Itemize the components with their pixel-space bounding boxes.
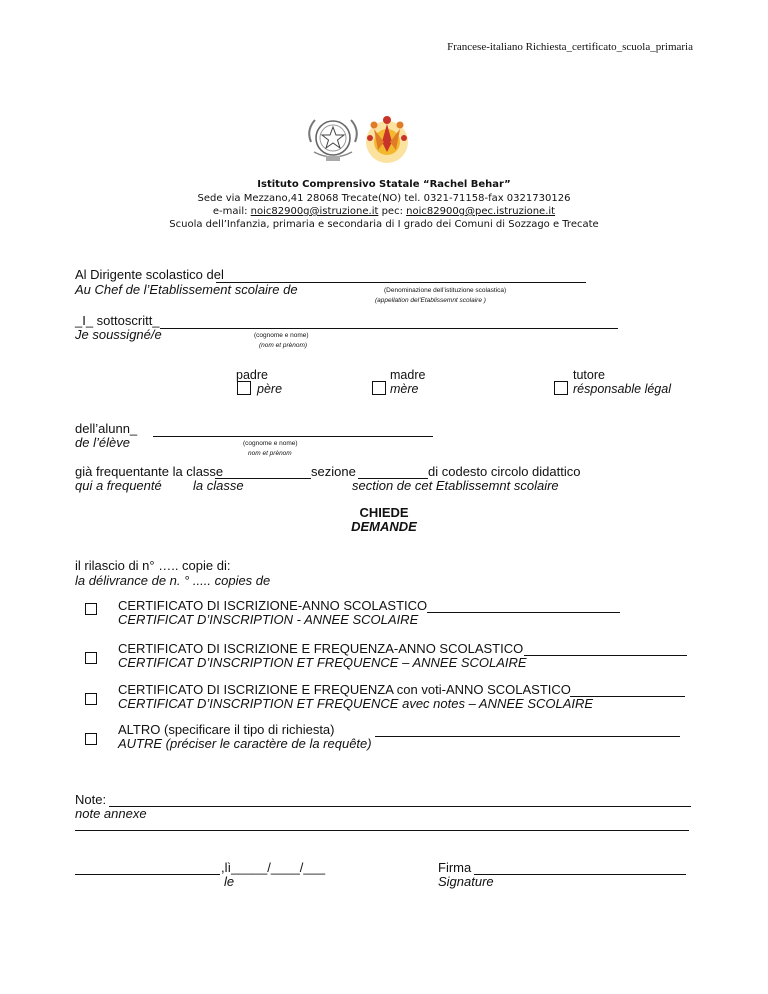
tutore-checkbox[interactable] [554, 381, 568, 395]
option-1-label-it [118, 598, 427, 613]
student-note-it: (cognome e nome) [243, 440, 298, 447]
notes-field-1[interactable] [109, 806, 691, 807]
option-2-field[interactable] [524, 655, 687, 656]
undersigned-field[interactable] [160, 328, 618, 329]
option-3-label-it: CERTIFICATO DI ISCRIZIONE E FREQUENZA con voti-ANNO SCOLASTICO [118, 682, 571, 697]
request-title-fr: DEMANDE [351, 519, 417, 534]
option-2-checkbox[interactable] [85, 652, 97, 664]
class-label-fr-2: la classe [193, 478, 244, 493]
student-field[interactable] [153, 436, 433, 437]
circle-label-it: di codesto circolo didattico [428, 464, 581, 479]
emblem-icon [302, 112, 364, 164]
option-4-label-fr: AUTRE (préciser le caractère de la requête) [118, 736, 372, 751]
email-prefix: e-mail: [212, 206, 251, 217]
school-logo-icon [362, 112, 412, 166]
pec-link[interactable]: noic82900g@pec.istruzione.it [406, 206, 556, 217]
option-4-checkbox[interactable] [85, 733, 97, 745]
padre-label-fr: père [257, 382, 283, 396]
recipient-label-fr: Au Chef de l’Etablissement scolaire de [75, 282, 298, 297]
student-label-fr: de l’élève [75, 435, 130, 450]
place-date-label-fr: le [224, 874, 235, 889]
option-2-label-fr: CERTIFICAT D’INSCRIPTION ET FREQUENCE – ANNEE SCOLAIRE [118, 655, 527, 670]
class-label-it: già frequentante la classe [75, 464, 224, 479]
undersigned-label-fr: Je soussigné/e [75, 327, 162, 342]
request-title-it: CHIEDE [359, 505, 409, 520]
section-label-it: sezione [311, 464, 356, 479]
option-3-label-fr: CERTIFICAT D’INSCRIPTION ET FREQUENCE avec notes – ANNEE SCOLAIRE [118, 696, 594, 711]
option-4-label-it: ALTRO (specificare il tipo di richiesta) [118, 722, 335, 737]
recipient-label-it: Al Dirigente scolastico del [75, 267, 224, 282]
notes-label-it: Note: [75, 792, 107, 807]
madre-label-fr: mère [390, 382, 419, 396]
option-3-checkbox[interactable] [85, 693, 97, 705]
undersigned-note-it: (cognome e nome) [254, 332, 309, 339]
undersigned-note-fr: (nom et prènom) [259, 342, 308, 349]
copies-label-it: il rilascio di n° ….. copie di: [75, 558, 231, 573]
class-label-fr-3: section de cet Etablissemnt scolaire [352, 478, 559, 493]
place-date-label: ,lì_____/____/___ [221, 860, 326, 875]
madre-label-it: madre [390, 368, 426, 382]
madre-checkbox[interactable] [372, 381, 386, 395]
class-label-fr-1: qui a frequenté [75, 478, 162, 493]
notes-field-2[interactable] [75, 830, 689, 831]
option-1-checkbox[interactable] [85, 603, 97, 615]
option-2-label-it: CERTIFICATO DI ISCRIZIONE E FREQUENZA-ANNO SCOLASTICO [118, 641, 524, 656]
pec-prefix: pec: [378, 206, 407, 217]
document-header: Francese-italiano Richiesta_certificato_scuola_primaria [447, 41, 693, 53]
copies-label-fr: la délivrance de n. ° ..... copies de [75, 573, 271, 588]
option-1-field[interactable] [427, 612, 620, 613]
school-contacts [0, 205, 768, 218]
place-field[interactable] [75, 874, 220, 875]
school-address: Sede via Mezzano,41 28068 Trecate(NO) tel. 0321-71158-fax 0321730126 [197, 193, 571, 204]
recipient-note-it: (Denominazione dell’istituzione scolastica) [384, 287, 507, 294]
email-link[interactable]: noic82900g@istruzione.it [250, 206, 379, 217]
recipient-note-fr: (appellation del’Etablissemnt scolaire ) [375, 297, 486, 304]
student-label-it: dell’alunn_ [75, 421, 138, 436]
option-1-text-it: CERTIFICATO DI ISCRIZIONE-ANNO SCOLASTICO [118, 598, 428, 613]
signature-field[interactable] [474, 874, 686, 875]
school-description: Scuola dell’Infanzia, primaria e secondaria di I grado dei Comuni di Sozzago e Trecate [169, 219, 599, 230]
signature-label-fr: Signature [438, 874, 494, 889]
tutore-label-fr: résponsable légal [573, 382, 671, 396]
padre-label-it: padre [236, 368, 268, 382]
notes-label-fr: note annexe [75, 806, 147, 821]
undersigned-label-it: _I_ sottoscritt_ [75, 313, 160, 328]
tutore-label-it: tutore [573, 368, 605, 382]
signature-label-it: Firma [438, 860, 472, 875]
student-note-fr: nom et prènom [248, 450, 292, 457]
school-name: Istituto Comprensivo Statale “Rachel Behar” [257, 179, 511, 190]
option-4-field[interactable] [375, 736, 680, 737]
padre-checkbox[interactable] [237, 381, 251, 395]
option-1-label-fr: CERTIFICAT D’INSCRIPTION - ANNEE SCOLAIRE [118, 612, 419, 627]
